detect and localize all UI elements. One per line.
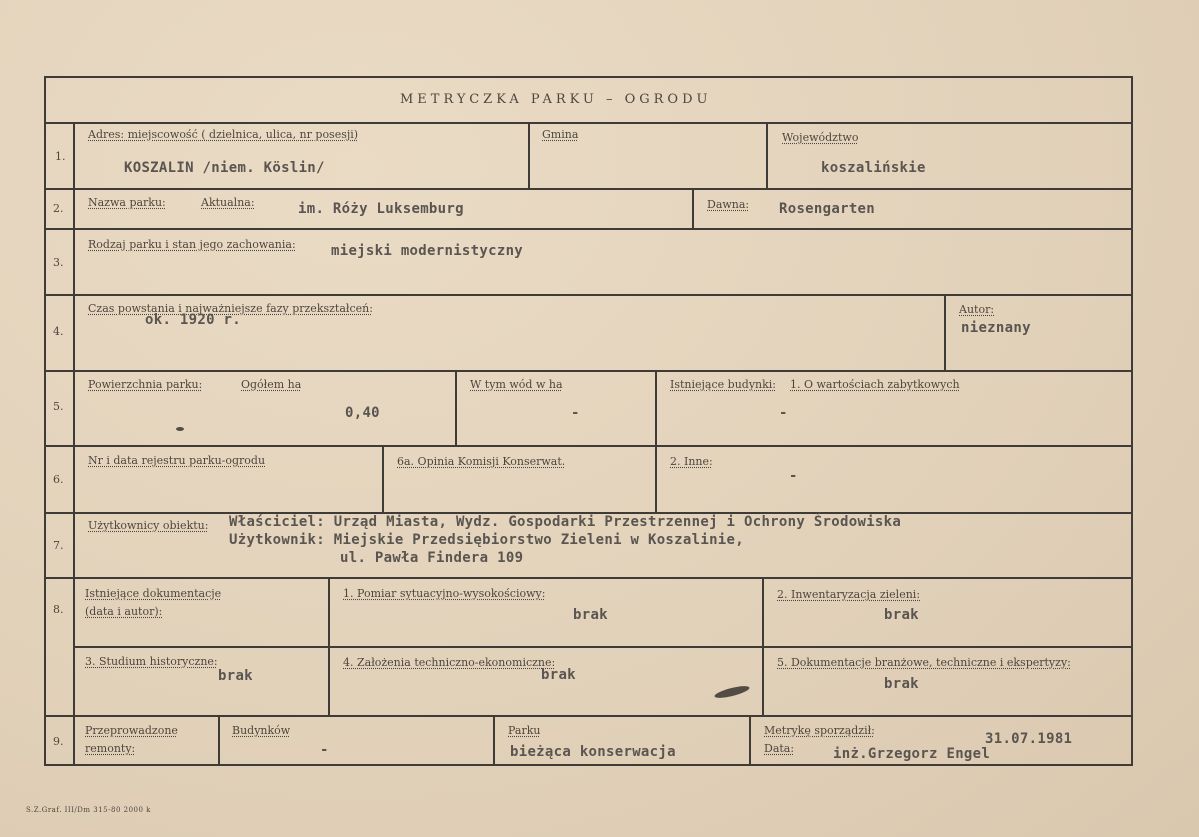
row-number: 7. xyxy=(53,539,64,552)
ink-stain xyxy=(176,427,184,431)
row-divider xyxy=(44,188,1133,190)
row-number: 8. xyxy=(53,603,64,616)
row-number: 9. xyxy=(53,735,64,748)
heritage-buildings-label: 1. O wartościach zabytkowych xyxy=(790,378,960,391)
cell-divider xyxy=(655,370,657,512)
number-column-divider xyxy=(73,122,75,766)
address-value: KOSZALIN /niem. Köslin/ xyxy=(124,160,325,176)
gmina-label: Gmina xyxy=(542,128,579,141)
row-number: 1. xyxy=(55,150,66,163)
register-label: Nr i data rejestru parku-ogrodu xyxy=(88,454,266,467)
technical-assumptions-label: 4. Założenia techniczno-ekonomiczne: xyxy=(343,656,556,669)
frame-left xyxy=(44,76,46,766)
origin-time-value: ok. 1920 r. xyxy=(145,312,242,328)
total-area-value: 0,40 xyxy=(345,405,380,421)
cell-divider xyxy=(218,715,220,766)
other-value: - xyxy=(789,468,798,484)
row-number: 5. xyxy=(53,400,64,413)
row-number: 4. xyxy=(53,325,64,338)
historical-study-value: brak xyxy=(218,668,253,684)
survey-label: 1. Pomiar sytuacyjno-wysokościowy: xyxy=(343,587,546,600)
row-number: 3. xyxy=(53,256,64,269)
ink-stain xyxy=(714,684,751,700)
area-label: Powierzchnia parku: xyxy=(88,378,203,391)
address-line: ul. Pawła Findera 109 xyxy=(340,550,524,566)
date-label: Data: xyxy=(764,742,795,755)
park-name-label: Nazwa parku: xyxy=(88,196,166,209)
greenery-inventory-label: 2. Inwentaryzacja zieleni: xyxy=(777,588,921,601)
cell-divider xyxy=(766,122,768,188)
expertise-docs-label: 5. Dokumentacje branżowe, techniczne i ekspertyzy: xyxy=(777,656,1071,669)
renovations-sub-label: remonty: xyxy=(85,742,136,755)
cell-divider xyxy=(528,122,530,188)
voivodeship-label: Województwo xyxy=(782,131,859,144)
row-number: 2. xyxy=(53,202,64,215)
greenery-inventory-value: brak xyxy=(884,607,919,623)
row-divider xyxy=(44,577,1133,579)
row-divider xyxy=(73,646,1133,648)
author-value: nieznany xyxy=(961,320,1031,336)
frame-bottom xyxy=(44,764,1133,766)
cell-divider xyxy=(382,445,384,512)
row-divider xyxy=(44,370,1133,372)
park-type-value: miejski modernistyczny xyxy=(331,243,524,259)
former-name-value: Rosengarten xyxy=(779,201,876,217)
cell-divider xyxy=(944,294,946,370)
documentation-sub-label: (data i autor): xyxy=(85,605,163,618)
row-divider xyxy=(44,445,1133,447)
origin-time-label: Czas powstania i najważniejsze fazy przekształceń: xyxy=(88,302,373,315)
author-label: Autor: xyxy=(959,303,995,316)
water-area-label: W tym wód w ha xyxy=(470,378,563,391)
park-renovation-label: Parku xyxy=(508,724,541,737)
other-label: 2. Inne: xyxy=(670,455,713,468)
address-label: Adres: miejscowość ( dzielnica, ulica, nr posesji) xyxy=(88,128,359,141)
cell-divider xyxy=(455,370,457,445)
print-footer: S.Z.Graf. III/Dm 315-80 2000 k xyxy=(26,806,151,814)
frame-right xyxy=(1131,76,1133,766)
current-name-value: im. Róży Luksemburg xyxy=(298,201,464,217)
expertise-docs-value: brak xyxy=(884,676,919,692)
heritage-buildings-value: - xyxy=(779,405,788,421)
prepared-by-value: inż.Grzegorz Engel xyxy=(833,746,991,762)
water-area-value: - xyxy=(571,405,580,421)
owner-line: Właściciel: Urząd Miasta, Wydz. Gospodarki Przestrzennej i Ochrony Środowiska xyxy=(229,514,902,530)
row-divider xyxy=(44,228,1133,230)
historical-study-label: 3. Studium historyczne: xyxy=(85,655,218,668)
documentation-label: Istniejące dokumentacje xyxy=(85,587,222,600)
cell-divider xyxy=(749,715,751,766)
cell-divider xyxy=(762,577,764,715)
cell-divider xyxy=(692,188,694,228)
park-type-label: Rodzaj parku i stan jego zachowania: xyxy=(88,238,296,251)
frame-top xyxy=(44,76,1133,78)
buildings-renovation-value: - xyxy=(320,742,329,758)
buildings-label: Istniejące budynki: xyxy=(670,378,777,391)
row-divider xyxy=(44,294,1133,296)
cell-divider xyxy=(493,715,495,766)
technical-assumptions-value: brak xyxy=(541,667,576,683)
row-number: 6. xyxy=(53,473,64,486)
row-divider xyxy=(44,122,1133,124)
users-label: Użytkownicy obiektu: xyxy=(88,519,209,532)
renovations-label: Przeprowadzone xyxy=(85,724,178,737)
cell-divider xyxy=(328,577,330,715)
form-title: METRYCZKA PARKU – OGRODU xyxy=(400,92,712,107)
park-renovation-value: bieżąca konserwacja xyxy=(510,744,676,760)
total-area-label: Ogółem ha xyxy=(241,378,302,391)
prepared-by-label: Metrykę sporządził: xyxy=(764,724,875,737)
row-divider xyxy=(44,715,1133,717)
conservator-opinion-label: 6a. Opinia Komisji Konserwat. xyxy=(397,455,566,468)
prepared-date: 31.07.1981 xyxy=(985,731,1073,747)
voivodeship-value: koszalińskie xyxy=(821,160,926,176)
survey-value: brak xyxy=(573,607,608,623)
current-name-label: Aktualna: xyxy=(201,196,255,209)
former-name-label: Dawna: xyxy=(707,198,750,211)
buildings-renovation-label: Budynków xyxy=(232,724,291,737)
user-line: Użytkownik: Miejskie Przedsiębiorstwo Zieleni w Koszalinie, xyxy=(229,532,744,548)
